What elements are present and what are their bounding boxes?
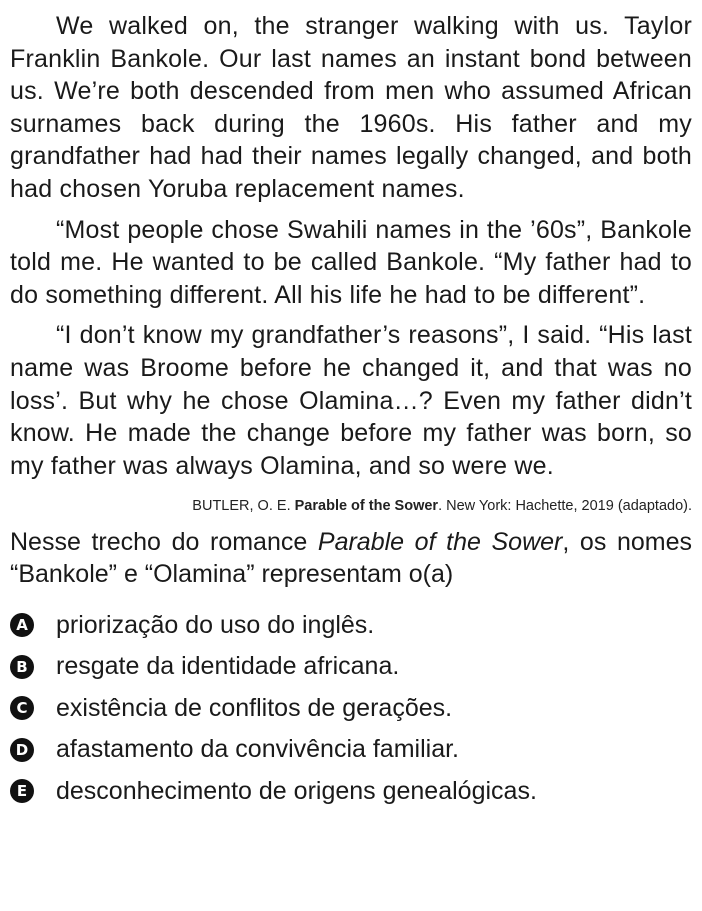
option-text: afastamento da convivência familiar. <box>56 735 459 764</box>
citation-author: BUTLER, O. E. <box>192 498 295 515</box>
option-letter-badge: A <box>10 613 34 637</box>
option-letter-badge: C <box>10 696 34 720</box>
answer-options <box>10 604 692 812</box>
option-letter-badge: D <box>10 738 34 762</box>
passage-paragraph: We walked on, the stranger walking with us. Taylor Franklin Bankole. Our last names an instant bond between us. We’re both descended from men who assumed African surnames back during the 1960s. His father and my grandfather had had their names legally changed, and both had chosen Yoruba replacement names. <box>10 12 692 203</box>
question-prompt <box>10 526 692 590</box>
answer-option-d[interactable] <box>10 729 692 771</box>
citation-publisher: . New York: Hachette, 2019 (adaptado). <box>438 498 692 515</box>
question-prefix: Nesse trecho do romance <box>10 528 318 557</box>
passage <box>10 10 692 482</box>
answer-option-a[interactable] <box>10 604 692 646</box>
source-citation <box>10 496 692 516</box>
answer-option-b[interactable] <box>10 646 692 688</box>
answer-option-e[interactable] <box>10 771 692 813</box>
option-letter-badge: B <box>10 655 34 679</box>
question-suffix: , os nomes “Bankole” e “Olamina” representam o(a) <box>10 528 692 589</box>
option-text: desconhecimento de origens genealógicas. <box>56 776 537 805</box>
passage-paragraph: “Most people chose Swahili names in the ’60s”, Bankole told me. He wanted to be called Bankole. “My father had to do something different. All his life he had to be different”. <box>10 215 692 309</box>
question-work-title: Parable of the Sower <box>317 528 563 557</box>
passage-paragraph: “I don’t know my grandfather’s reasons”, I said. “His last name was Broome before he changed it, and that was no loss’. But why he chose Olamina…? Even my father didn’t know. He made the change before my father was born, so my father was always Olamina, and so were we. <box>10 321 692 480</box>
option-text: resgate da identidade africana. <box>56 652 400 681</box>
answer-option-c[interactable] <box>10 688 692 730</box>
option-text: existência de conflitos de gerações. <box>56 693 453 722</box>
citation-title: Parable of the Sower <box>294 498 439 515</box>
option-text: priorização do uso do inglês. <box>56 610 375 639</box>
option-letter-badge: E <box>10 779 34 803</box>
